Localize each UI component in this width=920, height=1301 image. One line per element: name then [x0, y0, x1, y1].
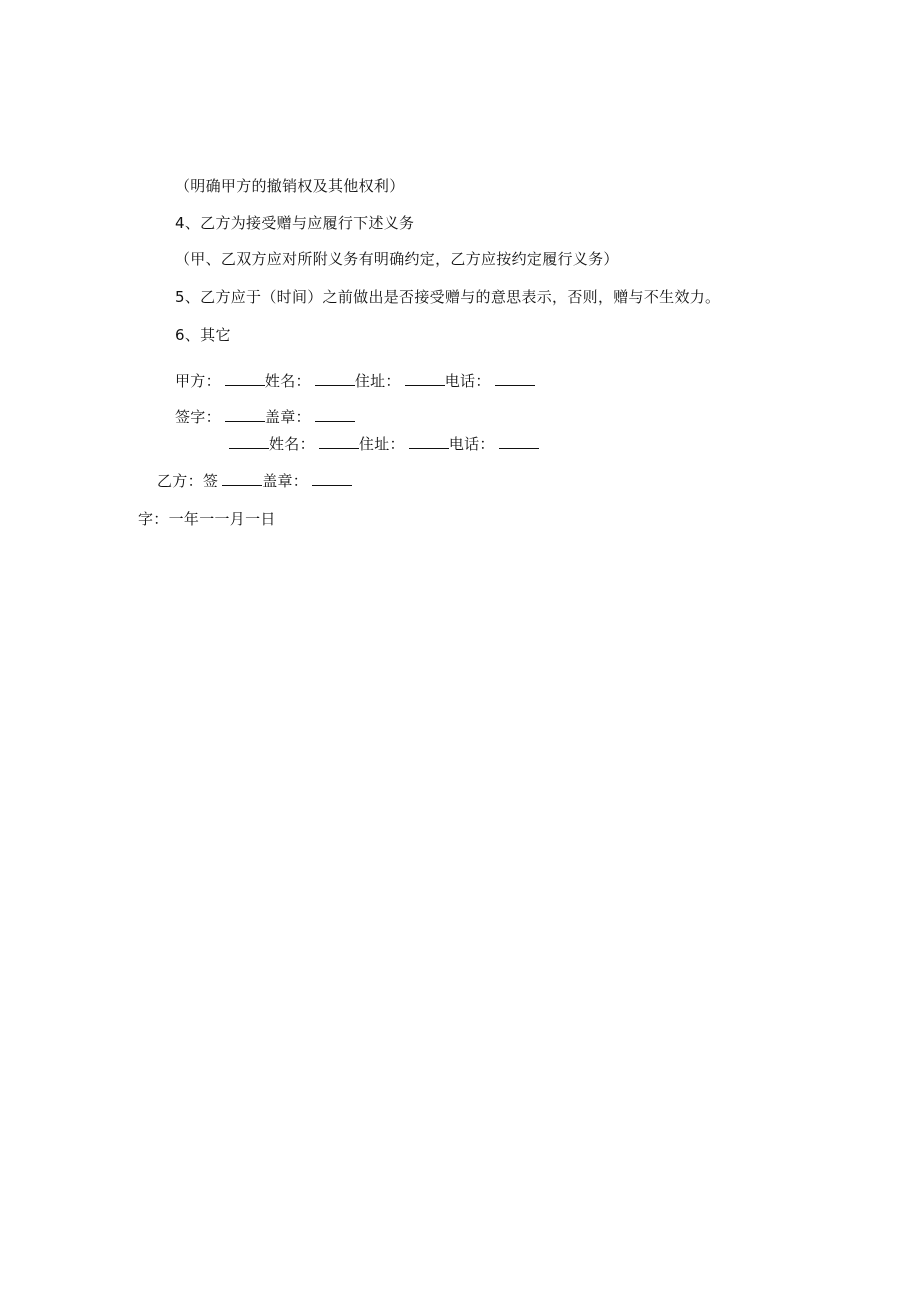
- party-b-info-row: [229, 434, 539, 454]
- clause-5: 5、乙方应于（时间）之前做出是否接受赠与的意思表示，否则，赠与不生效力。: [175, 288, 721, 306]
- party-b-address-label: 住址：: [358, 435, 405, 453]
- party-a-sign-label: 签字：: [175, 408, 221, 426]
- clause-6: 6、其它: [175, 326, 231, 344]
- party-a-sign-row: [175, 407, 355, 427]
- party-b-name-label: 姓名：: [269, 435, 315, 453]
- party-b-sign-label: 乙方：签: [157, 472, 219, 490]
- party-a-address-blank[interactable]: [405, 371, 445, 386]
- party-b-phone-blank[interactable]: [499, 434, 539, 449]
- party-b-seal-label: 盖章：: [262, 472, 309, 490]
- party-b-name-blank[interactable]: [319, 434, 359, 449]
- party-b-blank[interactable]: [229, 434, 269, 449]
- party-a-address-label: 住址：: [354, 372, 401, 390]
- party-b-seal-blank[interactable]: [312, 471, 352, 486]
- party-b-address-blank[interactable]: [409, 434, 449, 449]
- party-a-label: 甲方：: [175, 372, 221, 390]
- party-a-blank[interactable]: [225, 371, 265, 386]
- clause-4: 4、乙方为接受赠与应履行下述义务: [175, 214, 415, 232]
- party-a-name-blank[interactable]: [315, 371, 355, 386]
- obligation-note: （甲、乙双方应对所附义务有明确约定，乙方应按约定履行义务）: [175, 250, 619, 268]
- party-b-phone-label: 电话：: [448, 435, 495, 453]
- party-a-seal-blank[interactable]: [315, 407, 355, 422]
- revocation-rights-note: （明确甲方的撤销权及其他权利）: [175, 177, 405, 195]
- party-a-row: [175, 371, 535, 391]
- party-a-sign-blank[interactable]: [225, 407, 265, 422]
- party-a-phone-label: 电话：: [444, 372, 491, 390]
- date-line: 字：一年一一月一日: [138, 510, 276, 528]
- party-a-name-label: 姓名：: [264, 372, 311, 390]
- party-b-sign-row: [157, 471, 352, 491]
- party-b-sign-blank[interactable]: [222, 471, 262, 486]
- party-a-phone-blank[interactable]: [495, 371, 535, 386]
- party-a-seal-label: 盖章：: [264, 408, 311, 426]
